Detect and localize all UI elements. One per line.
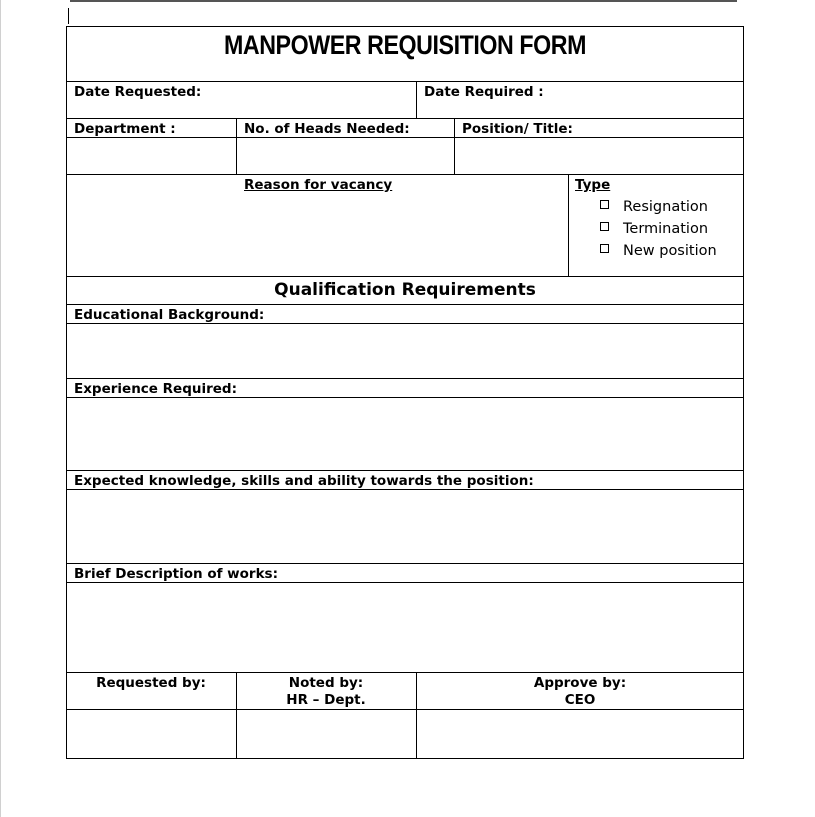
border-top [66,26,744,27]
divider [236,118,237,174]
approve-by-role: CEO [564,692,596,708]
checkbox-icon[interactable] [600,244,609,253]
divider [568,174,569,276]
rule [66,582,744,583]
rule [66,709,744,710]
type-label: Type [575,177,611,193]
date-required-label: Date Required : [424,84,544,100]
rule [66,174,744,175]
brief-description-label: Brief Description of works: [74,566,278,582]
reason-for-vacancy-label: Reason for vacancy [244,177,393,193]
rule [66,276,744,277]
rule [66,563,744,564]
checkbox-icon[interactable] [600,222,609,231]
rule [66,323,744,324]
type-option-label: New position [623,243,717,259]
noted-by-label: Noted by: [288,675,364,691]
rule [66,397,744,398]
rule [66,118,744,119]
requested-by-label: Requested by: [96,675,206,691]
type-option-resignation[interactable] [600,198,708,216]
page-edge [0,0,1,817]
rule [66,304,744,305]
noted-by-dept: HR – Dept. [286,692,366,708]
top-rule [70,0,737,2]
department-label: Department : [74,121,176,137]
checkbox-icon[interactable] [600,200,609,209]
rule [66,378,744,379]
rule [66,489,744,490]
text-cursor [68,8,69,24]
educational-background-label: Educational Background: [74,307,265,323]
qualification-heading: Qualification Requirements [274,280,536,300]
type-option-termination[interactable] [600,220,708,238]
rule [66,137,744,138]
rule [66,470,744,471]
type-option-new-position[interactable] [600,242,717,260]
border-right [743,26,744,759]
border-bottom [66,758,744,759]
form-title: MANPOWER REQUISITION FORM [223,30,587,60]
border-left [66,26,67,759]
type-option-label: Resignation [623,199,708,215]
date-requested-label: Date Requested: [74,84,202,100]
type-option-label: Termination [623,221,709,237]
experience-required-label: Experience Required: [74,381,237,397]
heads-needed-label: No. of Heads Needed: [244,121,410,137]
approve-by-label: Approve by: [533,675,627,691]
rule [66,672,744,673]
requisition-form [66,26,744,759]
divider [416,81,417,118]
expected-knowledge-label: Expected knowledge, skills and ability towards the position: [74,473,534,489]
position-title-label: Position/ Title: [462,121,573,137]
divider [454,118,455,174]
rule [66,81,744,82]
